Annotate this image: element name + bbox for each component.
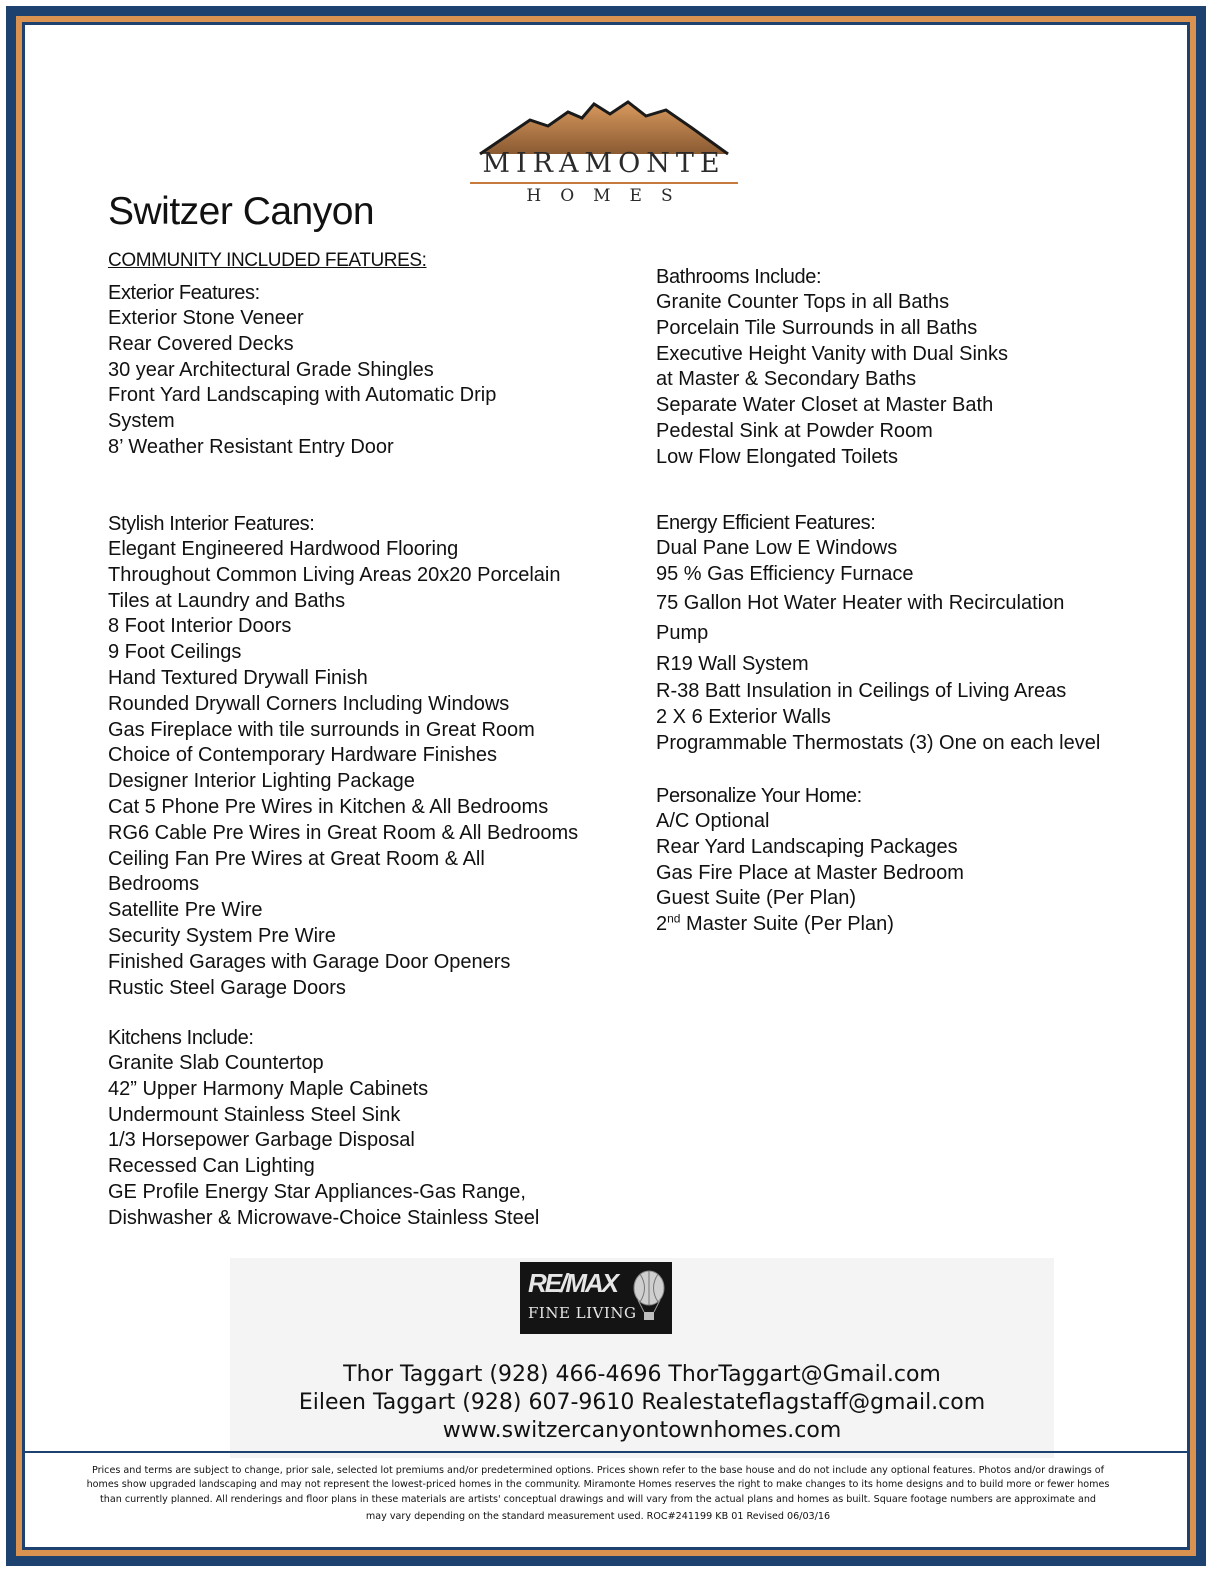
brand-rule — [470, 182, 738, 184]
list-item: Rustic Steel Garage Doors — [108, 976, 346, 999]
contact-thor: Thor Taggart (928) 466-4696 ThorTaggart@Gmail.com — [343, 1362, 941, 1387]
list-item: R19 Wall System — [656, 652, 809, 675]
list-item: Ceiling Fan Pre Wires at Great Room & All — [108, 847, 485, 870]
list-item: Hand Textured Drywall Finish — [108, 666, 368, 689]
list-item: Security System Pre Wire — [108, 924, 336, 947]
ordinal-suffix: nd — [667, 911, 681, 926]
list-item: Undermount Stainless Steel Sink — [108, 1103, 401, 1126]
list-item: RG6 Cable Pre Wires in Great Room & All Bedrooms — [108, 821, 579, 844]
list-item: Front Yard Landscaping with Automatic Drip — [108, 384, 497, 407]
divider — [22, 1451, 1190, 1453]
personalize-heading: Personalize Your Home: — [656, 785, 862, 807]
list-item: Exterior Stone Veneer — [108, 307, 304, 329]
list-item: 8’ Weather Resistant Entry Door — [108, 435, 394, 458]
bathrooms-heading: Bathrooms Include: — [656, 266, 822, 288]
personalize-section — [656, 783, 964, 938]
list-item: Recessed Can Lighting — [108, 1155, 315, 1178]
brand-sub: HOMES — [526, 186, 692, 206]
miramonte-logo — [470, 98, 738, 208]
list-item: 8 Foot Interior Doors — [108, 615, 292, 638]
list-item: R-38 Batt Insulation in Ceilings of Living Areas — [656, 680, 1067, 703]
list-item: Designer Interior Lighting Package — [108, 770, 415, 793]
list-item: Separate Water Closet at Master Bath — [656, 394, 994, 417]
list-item: Granite Slab Countertop — [108, 1052, 324, 1074]
list-item: Rear Covered Decks — [108, 332, 294, 355]
list-item: Rounded Drywall Corners Including Windows — [108, 692, 510, 715]
list-item: Throughout Common Living Areas 20x20 Porcelain — [108, 563, 561, 586]
list-item: 95 % Gas Efficiency Furnace — [656, 562, 914, 585]
community-heading: COMMUNITY INCLUDED FEATURES: — [108, 250, 427, 271]
list-item: Programmable Thermostats (3) One on each level — [656, 731, 1101, 754]
remax-logo — [520, 1262, 672, 1334]
exterior-section — [108, 280, 496, 461]
list-item: 9 Foot Ceilings — [108, 641, 242, 664]
list-item: Pump — [656, 622, 709, 645]
disclaimer-line: may vary depending on the standard measurement used. ROC#241199 KB 01 Revised 06/03/16 — [365, 1511, 831, 1523]
disclaimer — [28, 1464, 1168, 1525]
list-item: System — [108, 410, 175, 433]
disclaimer-line: Prices and terms are subject to change, prior sale, selected lot premiums and/or predetermined options. Prices shown refer to the base house and do not include any optional features. Photos and/or drawings of — [91, 1465, 1105, 1476]
list-item: at Master & Secondary Baths — [656, 368, 917, 391]
page-title: Switzer Canyon — [108, 190, 375, 233]
kitchens-heading: Kitchens Include: — [108, 1027, 254, 1049]
disclaimer-line: homes show upgraded landscaping and may not represent the lowest-priced homes in the community. Miramonte Homes reserves the right to make changes to its home designs and to build more or fewer homes — [86, 1479, 1110, 1491]
website-link[interactable]: www.switzercanyontownhomes.com — [442, 1418, 842, 1443]
list-item: Low Flow Elongated Toilets — [656, 445, 898, 468]
list-item — [656, 912, 964, 938]
list-item: Granite Counter Tops in all Baths — [656, 291, 950, 313]
list-item: Pedestal Sink at Powder Room — [656, 419, 933, 442]
list-item: 75 Gallon Hot Water Heater with Recirculation — [656, 591, 1065, 614]
list-item: Dual Pane Low E Windows — [656, 537, 898, 559]
list-item: Choice of Contemporary Hardware Finishes — [108, 744, 498, 767]
list-item: Executive Height Vanity with Dual Sinks — [656, 342, 1009, 365]
list-item: Finished Garages with Garage Door Openers — [108, 950, 511, 973]
energy-section — [656, 510, 1100, 757]
contact-eileen: Eileen Taggart (928) 607-9610 Realestateflagstaff@gmail.com — [298, 1390, 986, 1415]
bathrooms-section — [656, 264, 1008, 471]
list-item: Rear Yard Landscaping Packages — [656, 835, 958, 858]
list-item: A/C Optional — [656, 810, 770, 832]
exterior-heading: Exterior Features: — [108, 282, 260, 304]
list-item: Tiles at Laundry and Baths — [108, 589, 346, 612]
remax-wordmark: RE/MAX — [528, 1268, 618, 1298]
list-item: Guest Suite (Per Plan) — [656, 887, 857, 910]
list-item: GE Profile Energy Star Appliances-Gas Range, — [108, 1180, 526, 1203]
energy-heading: Energy Efficient Features: — [656, 512, 876, 534]
list-item: Satellite Pre Wire — [108, 899, 263, 922]
list-item: Gas Fireplace with tile surrounds in Great Room — [108, 718, 535, 741]
brand-name: MIRAMONTE — [482, 148, 726, 179]
list-item: 42” Upper Harmony Maple Cabinets — [108, 1077, 429, 1100]
disclaimer-line: than currently planned. All renderings and floor plans in these materials are artists' conceptual drawings and will vary from the actual plans and homes as built. Square footage numbers are approximate and — [99, 1493, 1096, 1505]
list-item: Cat 5 Phone Pre Wires in Kitchen & All Bedrooms — [108, 795, 549, 818]
balloon-icon — [632, 1270, 666, 1326]
list-item: Gas Fire Place at Master Bedroom — [656, 861, 964, 884]
list-item: 1/3 Horsepower Garbage Disposal — [108, 1129, 415, 1152]
kitchens-section — [108, 1025, 539, 1232]
list-item: 30 year Architectural Grade Shingles — [108, 358, 434, 381]
remax-subtitle: FINE LIVING — [528, 1304, 637, 1322]
interior-heading: Stylish Interior Features: — [108, 513, 315, 535]
list-item: Elegant Engineered Hardwood Flooring — [108, 538, 459, 560]
list-item: Dishwasher & Microwave-Choice Stainless Steel — [108, 1206, 540, 1229]
interior-section — [108, 511, 578, 1001]
list-item: 2 X 6 Exterior Walls — [656, 706, 831, 729]
ordinal-number: 2 — [656, 913, 668, 936]
list-item: Bedrooms — [108, 873, 200, 896]
list-item: Porcelain Tile Surrounds in all Baths — [656, 316, 978, 339]
list-item-text: Master Suite (Per Plan) — [680, 913, 894, 936]
